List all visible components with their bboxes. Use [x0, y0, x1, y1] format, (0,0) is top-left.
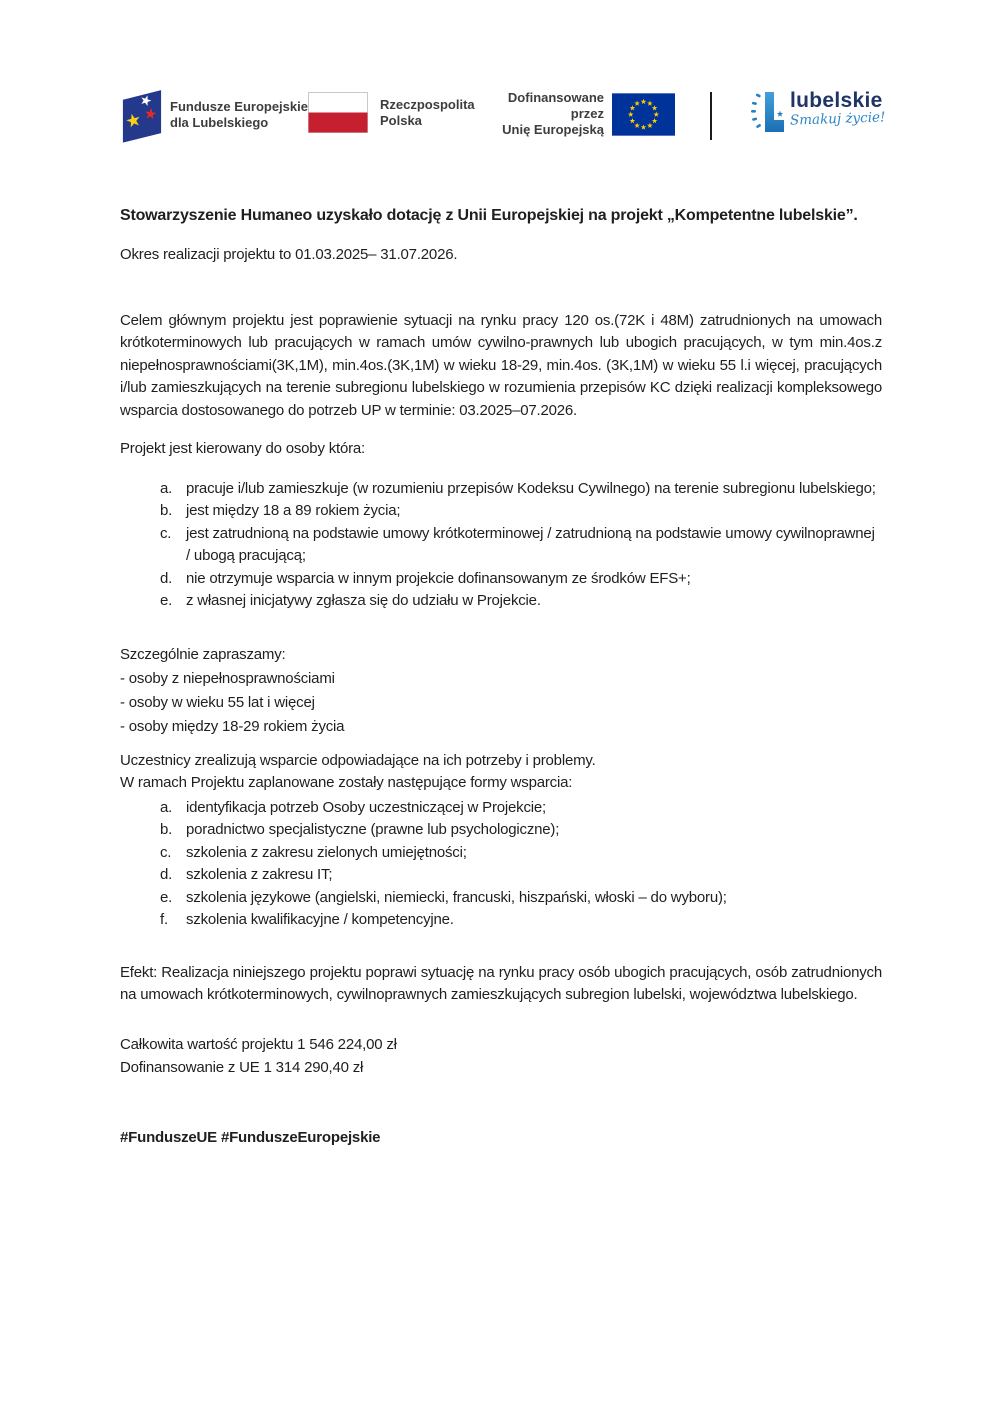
fundusze-label-line2: dla Lubelskiego [170, 115, 269, 130]
effect-paragraph: Efekt: Realizacja niniejszego projektu poprawi sytuację na rynku pracy osób ubogich pracujących, osób zatrudnionych na umowach krótkoterminowych, cywilnoprawnych zamieszkujących subregion lubelski, województwa lubelskiego. [120, 963, 882, 1003]
eu-funding-line: Dofinansowanie z UE 1 314 290,40 zł [120, 1058, 364, 1076]
support-intro-line2: W ramach Projektu zaplanowane zostały następujące formy wsparcia: [120, 774, 573, 791]
target-list-item [160, 568, 882, 591]
list-item-text: nie otrzymuje wsparcia w innym projekcie dofinansowanym ze środków EFS+; [186, 569, 691, 587]
list-item-text: szkolenia z zakresu IT; [186, 866, 333, 883]
target-intro: Projekt jest kierowany do osoby która: [120, 440, 366, 457]
support-list-item [160, 909, 882, 932]
list-marker: a. [160, 479, 173, 497]
eu-label-line2: Unię Europejską [502, 122, 604, 137]
document-title: Stowarzyszenie Humaneo uzyskało dotację z Unii Europejskiej na projekt „Kompetentne lubelskie”. [120, 207, 858, 224]
list-item-text: jest zatrudnioną na podstawie umowy krótkoterminowej / zatrudnioną na podstawie umowy cywilnoprawnej / ubogą pracującą; [186, 524, 875, 564]
list-marker: d. [160, 866, 173, 883]
list-item-text: poradnictwo specjalistyczne (prawne lub psychologiczne); [186, 821, 560, 838]
list-marker: d. [160, 569, 173, 587]
support-list-item [160, 864, 882, 887]
project-period: Okres realizacji projektu to 01.03.2025– 31.07.2026. [120, 246, 458, 263]
invite-item: - osoby w wieku 55 lat i więcej [120, 693, 315, 711]
invite-item: - osoby między 18-29 rokiem życia [120, 717, 345, 735]
eu-label-line1: Dofinansowane przez [507, 90, 604, 121]
list-item-text: identyfikacja potrzeb Osoby uczestniczącej w Projekcie; [186, 798, 547, 816]
poland-label-line1: Rzeczpospolita [380, 96, 475, 112]
support-list-item [160, 887, 882, 910]
support-list-item [160, 797, 882, 820]
hashtags-line: #FunduszeUE #FunduszeEuropejskie [120, 1128, 381, 1146]
support-list-item [160, 819, 882, 842]
lubelskie-logo-tagline: Smakuj życie! [789, 109, 886, 129]
list-marker: c. [160, 843, 172, 861]
invite-block [120, 643, 882, 739]
list-item-text: szkolenia z zakresu zielonych umiejętności; [186, 843, 467, 861]
target-list-item [160, 523, 882, 568]
list-marker: e. [160, 888, 173, 906]
target-list [120, 478, 882, 613]
lubelskie-logo-name: lubelskie [790, 89, 883, 112]
invite-item: - osoby z niepełnosprawnościami [120, 669, 335, 687]
support-list [120, 797, 882, 932]
list-marker: b. [160, 821, 173, 838]
list-item-text: szkolenia kwalifikacyjne / kompetencyjne. [186, 911, 454, 928]
target-list-item [160, 500, 882, 523]
list-marker: f. [160, 911, 168, 928]
budget-block [120, 1033, 882, 1079]
poland-label-line2: Polska [380, 112, 422, 128]
list-item-text: pracuje i/lub zamieszkuje (w rozumieniu przepisów Kodeksu Cywilnego) na terenie subregionu lubelskiego; [186, 479, 876, 497]
target-list-item [160, 590, 882, 613]
list-item-text: z własnej inicjatywy zgłasza się do udziału w Projekcie. [186, 592, 541, 609]
support-intro-block [120, 750, 882, 795]
target-list-item [160, 478, 882, 501]
support-list-item [160, 842, 882, 865]
fundusze-label-line1: Fundusze Europejskie [170, 99, 308, 114]
list-marker: a. [160, 798, 173, 816]
project-goal-paragraph: Celem głównym projektu jest poprawienie sytuacji na rynku pracy 120 os.(72K i 48M) zatrudnionych na umowach krótkoterminowych lub pracujących w ramach umów cywilno-prawnych lub ubogich pracujących, w tym min.4os.z niepełnosprawnościami(3K,1M), min.4os.(3K,1M) w wieku 18-29, min.4os. (3K,1M) w wieku 55 l.i więcej, pracujących i/lub zamieszkujących na terenie subregionu lubelskiego w rozumienia przepisów KC dzięki realizacji kompleksowego wsparcia dostosowanego do potrzeb UP w terminie: 03.2025–07.2026. [120, 311, 882, 419]
list-marker: e. [160, 592, 173, 609]
list-marker: b. [160, 502, 173, 519]
invite-heading: Szczególnie zapraszamy: [120, 645, 286, 663]
list-marker: c. [160, 524, 172, 542]
list-item-text: szkolenia językowe (angielski, niemiecki, francuski, hiszpański, włoski – do wyboru); [186, 888, 727, 906]
support-intro-line1: Uczestnicy zrealizują wsparcie odpowiadające na ich potrzeby i problemy. [120, 751, 596, 769]
list-item-text: jest między 18 a 89 rokiem życia; [186, 502, 401, 519]
total-value-line: Całkowita wartość projektu 1 546 224,00 zł [120, 1035, 397, 1053]
document-body [120, 0, 882, 1149]
